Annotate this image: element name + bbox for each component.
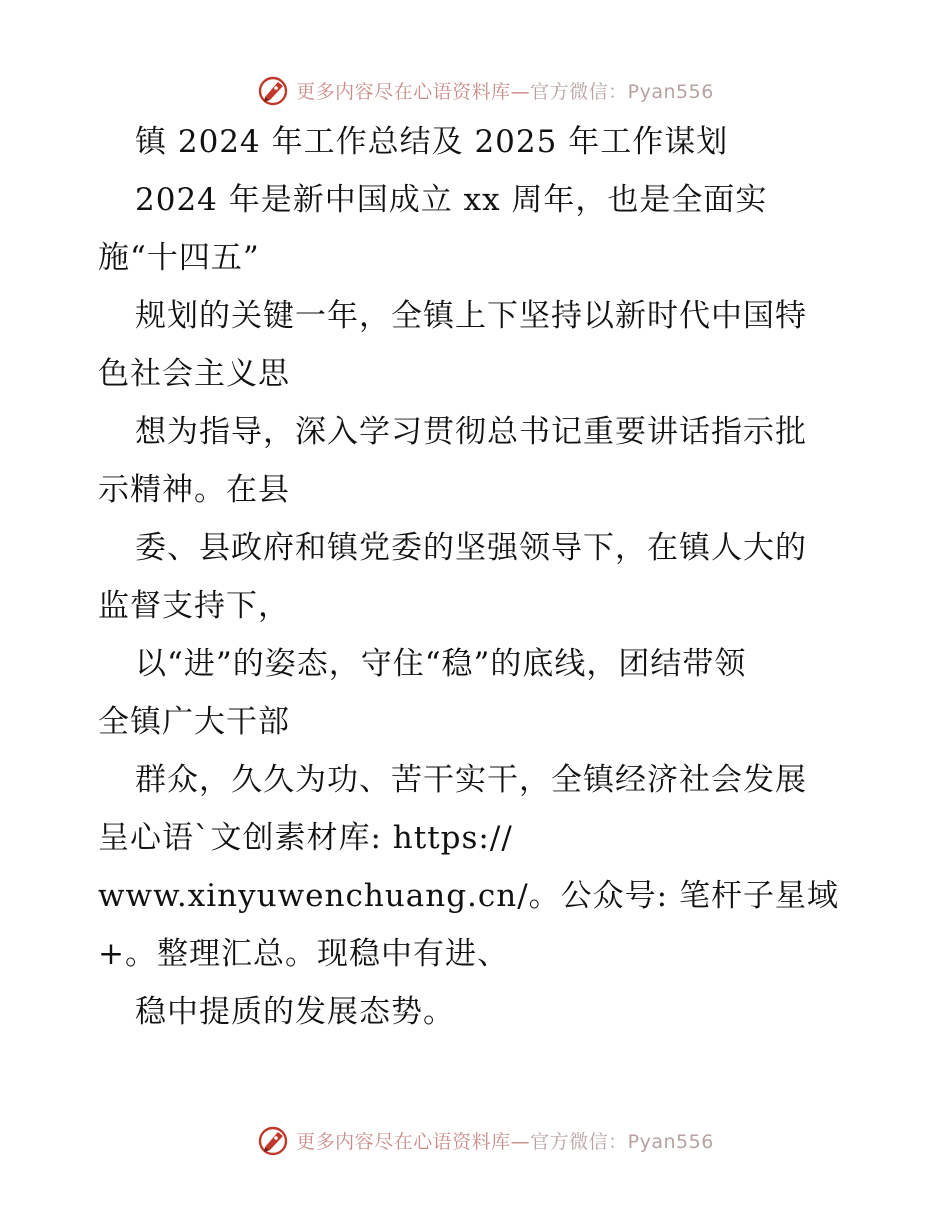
pen-nib-logo-icon: [256, 1123, 290, 1157]
footer-banner-content: [256, 1123, 714, 1157]
footer-banner: [0, 1120, 950, 1160]
header-wechat-text: 官方微信：Pyan556: [530, 80, 714, 103]
paragraph-line: 2024 年是新中国成立 xx 周年，也是全面实: [135, 182, 768, 218]
paragraph-line: www.xinyuwenchuang.cn/。公众号: 笔杆子星域: [98, 878, 839, 914]
header-banner-text: [296, 77, 714, 104]
paragraph-line: 监督支持下，: [98, 588, 290, 624]
header-banner: [0, 70, 950, 110]
paragraph-line: 呈心语`文创素材库: https://: [98, 820, 513, 856]
header-brand-text: 更多内容尽在心语资料库: [296, 80, 511, 103]
header-separator: —: [510, 80, 531, 103]
paragraph-line: 示精神。在县: [98, 472, 290, 508]
paragraph-line: 规划的关键一年，全镇上下坚持以新时代中国特: [135, 298, 807, 334]
footer-banner-text: [296, 1127, 714, 1154]
paragraph-line: 施“十四五”: [98, 240, 260, 276]
footer-wechat-text: 官方微信：Pyan556: [530, 1130, 714, 1153]
paragraph-line: 委、县政府和镇党委的坚强领导下，在镇人大的: [135, 530, 807, 566]
paragraph-line: 想为指导，深入学习贯彻总书记重要讲话指示批: [135, 414, 807, 450]
paragraph-line: 稳中提质的发展态势。: [135, 994, 455, 1030]
paragraph-line: 色社会主义思: [98, 356, 290, 392]
footer-separator: —: [510, 1130, 531, 1153]
paragraph-line: 群众，久久为功、苦干实干，全镇经济社会发展: [135, 762, 807, 798]
document-title: 镇 2024 年工作总结及 2025 年工作谋划: [135, 124, 729, 160]
paragraph-line: +。整理汇总。现稳中有进、: [98, 936, 509, 972]
header-banner-content: [256, 73, 714, 107]
footer-brand-text: 更多内容尽在心语资料库: [296, 1130, 511, 1153]
paragraph-line: 以“进”的姿态，守住“稳”的底线，团结带领: [135, 646, 747, 682]
paragraph-line: 全镇广大干部: [98, 704, 290, 740]
pen-nib-logo-icon: [256, 73, 290, 107]
